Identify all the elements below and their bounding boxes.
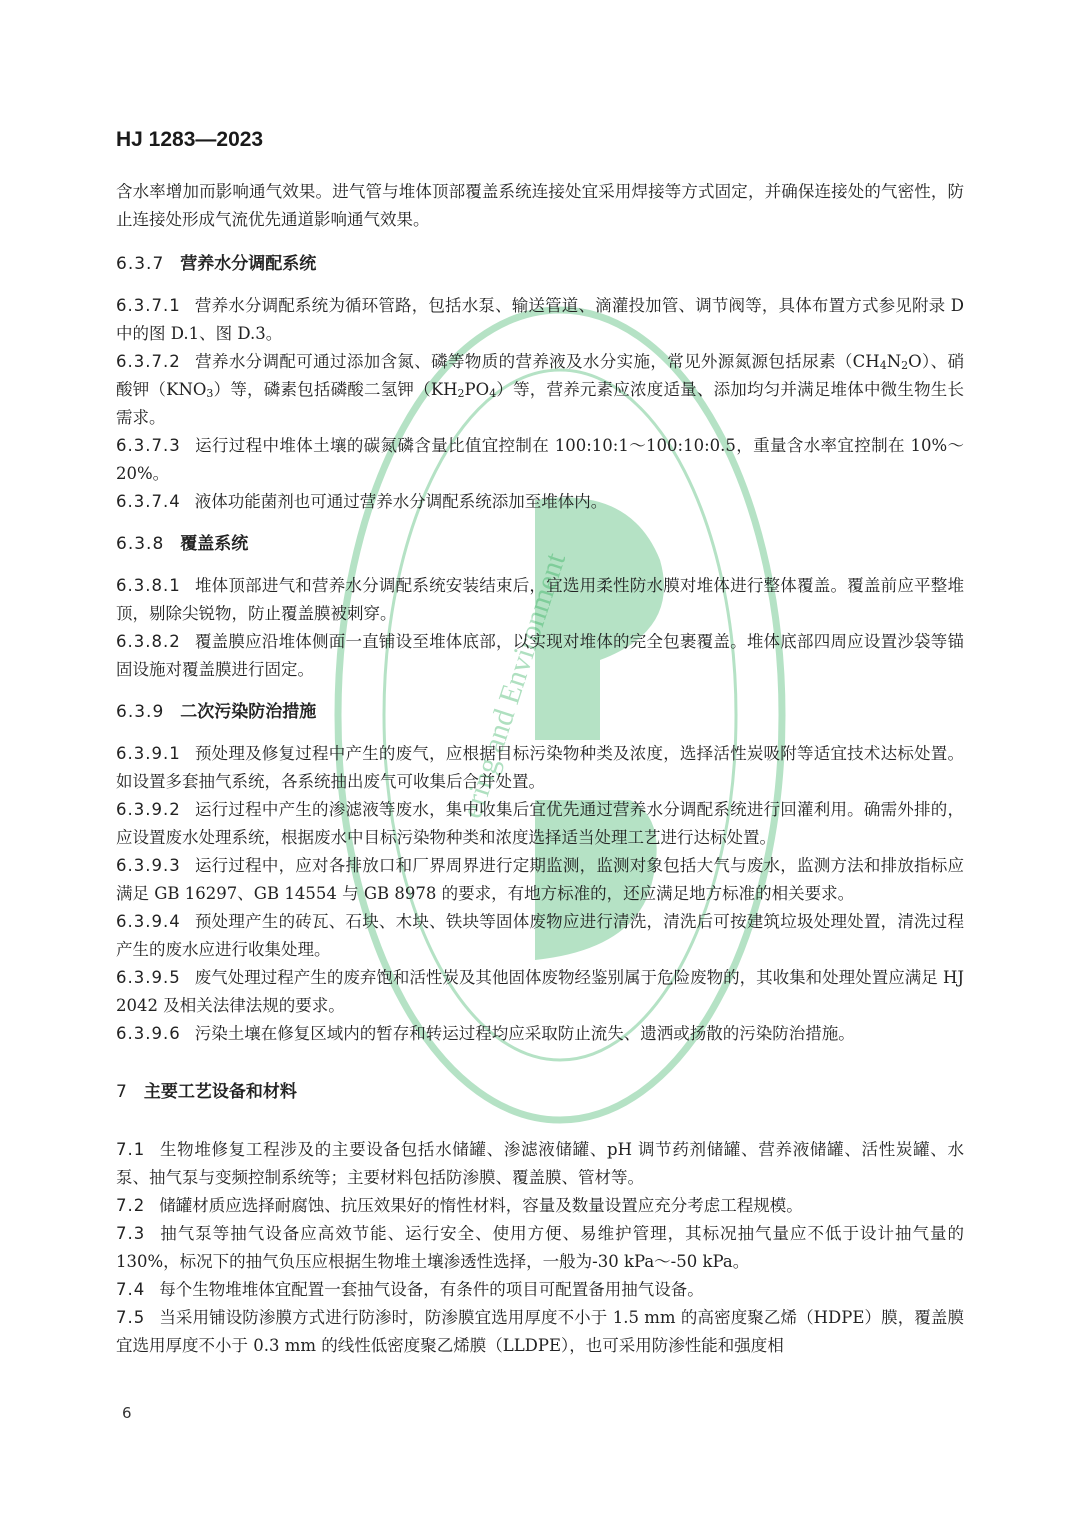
clause-6-3-9-3: 6.3.9.3 运行过程中，应对各排放口和厂界周界进行定期监测，监测对象包括大气与废水，监测方法和排放指标应满足 GB 16297、GB 14554 与 GB 8978 的要求，有地方标准的，还应满足地方标准的相关要求。	[116, 856, 964, 903]
clause-6-3-7-2: 6.3.7.2 营养水分调配可通过添加含氮、磷等物质的营养液及水分实施，常见外源氮源包括尿素$(CH_4N_2O)$、硝酸钾$(KNO_3)$等，磷素包括磷酸二氢钾$(KH_2PO_4)$等，营养元素应浓度适量、添加均匀并满足堆体中微生物生长需求。	[116, 352, 965, 427]
intro-paragraph: 含水率增加而影响通气效果。进气管与堆体顶部覆盖系统连接处宜采用焊接等方式固定，并确保连接处的气密性，防止连接处形成气流优先通道影响通气效果。	[116, 182, 964, 229]
document-code: HJ 1283—2023	[116, 128, 264, 151]
section-heading-7: 7 主要工艺设备和材料	[116, 1082, 297, 1102]
clause-7-2: 7.2 储罐材质应选择耐腐蚀、抗压效果好的惰性材料，容量及数量设置应充分考虑工程规模。	[116, 1196, 803, 1215]
clause-6-3-7-3: 6.3.7.3 运行过程中堆体土壤的碳氮磷含量比值宜控制在 100:10:1～100:10:0.5，重量含水率宜控制在 10%～20%。	[116, 436, 964, 483]
clause-6-3-9-2: 6.3.9.2 运行过程中产生的渗滤液等废水，集中收集后宜优先通过营养水分调配系统进行回灌利用。确需外排的，应设置废水处理系统，根据废水中目标污染物种类和浓度选择适当处理工艺进行达标处置。	[116, 800, 964, 847]
clause-6-3-7-4: 6.3.7.4 液体功能菌剂也可通过营养水分调配系统添加至堆体内。	[116, 492, 608, 511]
page-number: 6	[122, 1404, 132, 1422]
clause-7-5: 7.5 当采用铺设防渗膜方式进行防渗时，防渗膜宜选用厚度不小于 1.5 mm 的高密度聚乙烯（HDPE）膜，覆盖膜宜选用厚度不小于 0.3 mm 的线性低密度聚乙烯膜（LLDPE），也可采用防渗性能和强度相	[116, 1308, 964, 1355]
section-heading-6-3-8: 6.3.8 覆盖系统	[116, 534, 249, 554]
document-body	[116, 178, 964, 1360]
clause-6-3-9-4: 6.3.9.4 预处理产生的砖瓦、石块、木块、铁块等固体废物应进行清洗，清洗后可按建筑垃圾处理处置，清洗过程产生的废水应进行收集处理。	[116, 912, 964, 959]
section-heading-6-3-9: 6.3.9 二次污染防治措施	[116, 702, 317, 722]
clause-6-3-8-2: 6.3.8.2 覆盖膜应沿堆体侧面一直铺设至堆体底部，以实现对堆体的完全包裹覆盖。堆体底部四周应设置沙袋等锚固设施对覆盖膜进行固定。	[116, 632, 964, 679]
clause-6-3-7-1: 6.3.7.1 营养水分调配系统为循环管路，包括水泵、输送管道、滴灌投加管、调节阀等，具体布置方式参见附录 D 中的图 D.1、图 D.3。	[116, 296, 964, 343]
clause-7-4: 7.4 每个生物堆堆体宜配置一套抽气设备，有条件的项目可配置备用抽气设备。	[116, 1280, 704, 1299]
clause-7-1: 7.1 生物堆修复工程涉及的主要设备包括水储罐、渗滤液储罐、pH 调节药剂储罐、营养液储罐、活性炭罐、水泵、抽气泵与变频控制系统等；主要材料包括防渗膜、覆盖膜、管材等。	[116, 1140, 964, 1187]
clause-6-3-8-1: 6.3.8.1 堆体顶部进气和营养水分调配系统安装结束后，宜选用柔性防水膜对堆体进行整体覆盖。覆盖前应平整堆顶，剔除尖锐物，防止覆盖膜被刺穿。	[116, 576, 964, 623]
clause-6-3-9-6: 6.3.9.6 污染土壤在修复区域内的暂存和转运过程均应采取防止流失、遗洒或扬散的污染防治措施。	[116, 1024, 855, 1043]
clause-6-3-9-1: 6.3.9.1 预处理及修复过程中产生的废气，应根据目标污染物种类及浓度，选择活性炭吸附等适宜技术达标处置。如设置多套抽气系统，各系统抽出废气可收集后合并处置。	[116, 744, 964, 791]
clause-7-3: 7.3 抽气泵等抽气设备应高效节能、运行安全、使用方便、易维护管理，其标况抽气量应不低于设计抽气量的 130%，标况下的抽气负压应根据生物堆土壤渗透性选择，一般为-30 kPa～-50 kPa。	[116, 1224, 964, 1271]
section-heading-6-3-7: 6.3.7 营养水分调配系统	[116, 254, 317, 274]
clause-6-3-9-5: 6.3.9.5 废气处理过程产生的废弃饱和活性炭及其他固体废物经鉴别属于危险废物的，其收集和处理处置应满足 HJ 2042 及相关法律法规的要求。	[116, 968, 964, 1015]
watermark-text: ering and Environment	[455, 548, 573, 823]
